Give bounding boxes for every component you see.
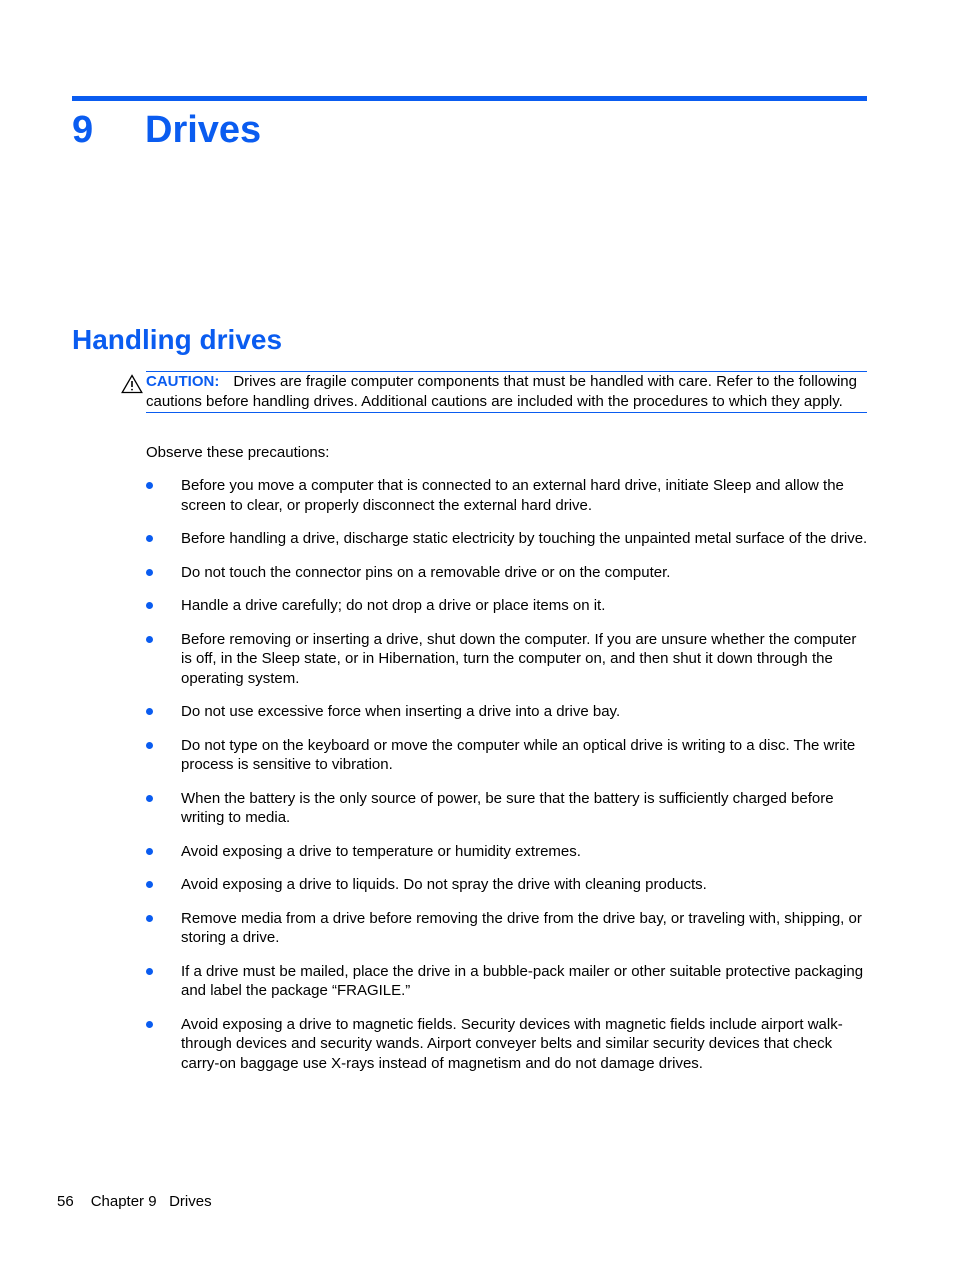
chapter-title: Drives: [145, 109, 262, 151]
bullet-icon: [146, 742, 153, 749]
list-item: Before you move a computer that is connected to an external hard drive, initiate Sleep and allow the screen to clear, or properly disconnect the external hard drive.: [146, 476, 868, 515]
bullet-icon: [146, 569, 153, 576]
caution-label: CAUTION:: [146, 373, 220, 390]
list-item: Avoid exposing a drive to magnetic fields. Security devices with magnetic fields include airport walk-through devices and security wands. Airport conveyer belts and similar security devices that check carry-on baggage use X-rays instead of magnetism and do not damage drives.: [146, 1015, 868, 1074]
bullet-icon: [146, 602, 153, 609]
bullet-icon: [146, 915, 153, 922]
page-footer: [57, 1192, 212, 1211]
bullet-icon: [146, 795, 153, 802]
bullet-icon: [146, 708, 153, 715]
caution-text: Drives are fragile computer components that must be handled with care. Refer to the following cautions before handling drives. Additional cautions are included with the procedures to which they apply.: [146, 373, 857, 410]
section-heading: Handling drives: [72, 324, 283, 355]
bullet-icon: [146, 636, 153, 643]
bullet-icon: [146, 968, 153, 975]
chapter-rule: [72, 96, 867, 101]
list-item: If a drive must be mailed, place the drive in a bubble-pack mailer or other suitable protective packaging and label the package “FRAGILE.”: [146, 962, 868, 1001]
bullet-icon: [146, 482, 153, 489]
page-number: 56: [57, 1193, 74, 1210]
bullet-icon: [146, 881, 153, 888]
bullet-icon: [146, 848, 153, 855]
list-item: When the battery is the only source of power, be sure that the battery is sufficiently charged before writing to media.: [146, 789, 868, 828]
list-item: Before removing or inserting a drive, shut down the computer. If you are unsure whether the computer is off, in the Sleep state, or in Hibernation, turn the computer on, and then shut it down through the operating system.: [146, 630, 868, 689]
caution-box: [146, 371, 867, 413]
precautions-list: [146, 476, 868, 1087]
precautions-intro: Observe these precautions:: [146, 444, 330, 461]
list-item: Avoid exposing a drive to temperature or humidity extremes.: [146, 842, 868, 862]
chapter-number: 9: [72, 109, 94, 151]
warning-triangle-icon: [121, 374, 143, 394]
bullet-icon: [146, 1021, 153, 1028]
list-item: Do not touch the connector pins on a removable drive or on the computer.: [146, 563, 868, 583]
list-item: Remove media from a drive before removing the drive from the drive bay, or traveling with, shipping, or storing a drive.: [146, 909, 868, 948]
footer-chapter-label: Chapter 9 Drives: [90, 1193, 212, 1210]
bullet-icon: [146, 535, 153, 542]
list-item: Do not type on the keyboard or move the computer while an optical drive is writing to a disc. The write process is sensitive to vibration.: [146, 736, 868, 775]
list-item: Handle a drive carefully; do not drop a drive or place items on it.: [146, 596, 868, 616]
list-item: Avoid exposing a drive to liquids. Do not spray the drive with cleaning products.: [146, 875, 868, 895]
list-item: Do not use excessive force when inserting a drive into a drive bay.: [146, 702, 868, 722]
chapter-heading: [72, 106, 261, 154]
list-item: Before handling a drive, discharge static electricity by touching the unpainted metal surface of the drive.: [146, 529, 868, 549]
